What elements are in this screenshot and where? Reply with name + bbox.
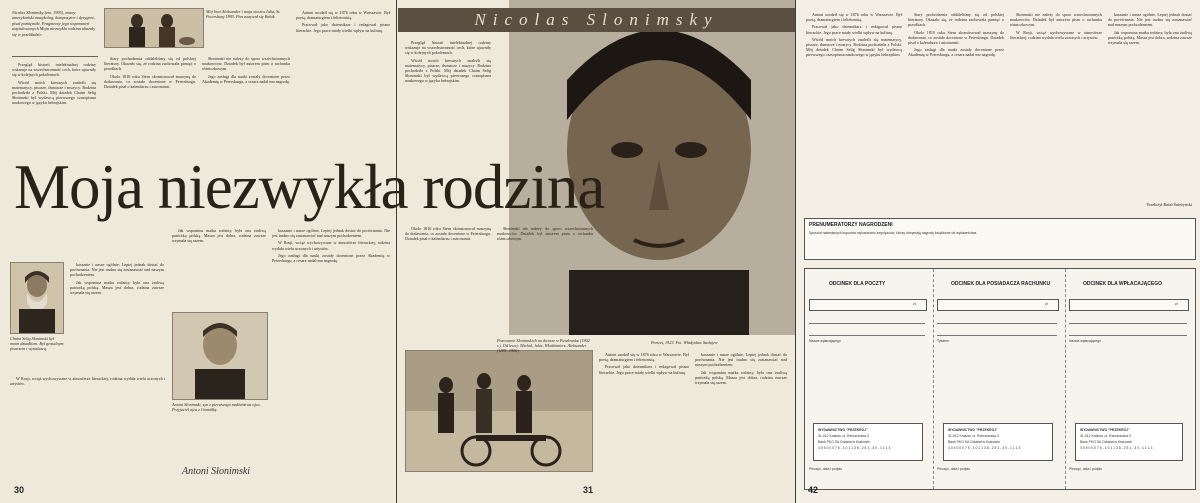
paragraph: Przegląd historii intelektualnej rodziny wskazuje na wszechstronność cech, które ujawniły się w kolejnych pokoleniach. [12,62,96,78]
publisher-name: WYDAWNICTWO "PRZEKRÓJ" [818,428,868,432]
purpose-label-2: Tytułem [937,339,949,343]
paragraph: Jak wspomina matka rodziny, była ona żarliwą patriotką polską. Masza jest dobra, rodzina zawsze trzymała się razem. [172,228,266,244]
form-post-office-title: ODCINEK DLA POCZTY [829,281,886,287]
publisher-box-1 [813,423,923,461]
amount-field-3[interactable] [1069,299,1189,311]
translator-credit: Przełożył Rafał Śnieżyński [1146,202,1192,207]
page-31 [397,0,795,503]
winners-title: PRENUMERATORZY NAGRODZENI [809,222,893,228]
caption-chaim: Chaim Selig Słonimski był moim dziadkiem. Był genialnym pisarzem i wynalazcą. [10,336,64,352]
paragraph: Okolo 1810 roku Stern skonstruował maszynę do dodawania, co zostało docenione w Petersburgu. Dziadek pisał o kalendarzu i astronomii. [104,73,196,90]
field-line[interactable] [809,323,925,324]
paragraph: Jak wspomina matka rodziny, była ona żarliwą patriotką polską. Masza jest dobra, rodzina zawsze trzymała się razem. [70,279,164,296]
page-30 [0,0,396,503]
text-column-3 [202,56,290,148]
text-column-7 [172,228,266,308]
stamp-label-1: Pieczęć, data i podpis [809,467,842,471]
text-column-10 [405,226,491,336]
field-line[interactable] [937,335,1057,336]
currency-label-1: zł [913,302,916,306]
photo-siblings-image [105,9,203,47]
photo-siblings [104,8,204,48]
account-number: 3 0 5 0 0 0 7 5 - 1 0 1 1 3 8 - 2 5 1 - 3 0 - 1 1 1 3 [948,446,1021,450]
paragraph: kaszanie i nasze ogólnie, Lepiej jednak dostać do porównania. Nie jest trudno się zastanawiać nad naszym pochodzeniem. [70,262,164,278]
article-headline: Moja niezwykła rodzina [14,152,605,222]
payer-label-1: Nazwa wpłacającego [809,339,841,343]
text-column-5 [70,262,164,358]
paragraph: Wśród moich krewnych znaleźli się matematycy, pisarze, tłumacze i muzycy. Rodzina pochodziła z Polski. Mój dziadek Chaim Selig Słonimski był wydawcą pierwszego czasopisma naukowego w języku hebrajskim. [12,79,96,106]
photo-family [405,350,593,472]
text-column-2 [104,56,196,148]
photo-chaim [10,262,64,334]
publisher-name: WYDAWNICTWO "PRZEKRÓJ" [1080,428,1130,432]
paragraph: Okolo 1810 roku Stern skonstruował maszynę do dodawania, co zostało docenione w Petersburgu. Dziadek pisał o kalendarzu i astronomii. [908,29,1004,46]
page-42 [796,0,1200,503]
paragraph: Antoni urodził się w 1876 roku w Warszawie. Był poetą, dramaturgiem i felietonistą. [296,10,390,21]
paragraph: kaszanie i nasze ogólnie, Lepiej jednak dostać do porównania. Nie jest trudno się zastanawiać nad naszym pochodzeniem. [1108,12,1192,28]
form-payer [1069,273,1191,483]
paragraph: Jak wspomina matka rodziny, była ona żarliwą patriotką polską. Masza jest dobra, rodzina zawsze trzymała się razem. [1108,29,1192,46]
paragraph: Okolo 1810 roku Stern skonstruował maszynę do dodawania, co zostało docenione w Petersburgu. Dziadek pisał o kalendarzu i astronomii. [405,226,491,242]
amount-field-1[interactable] [809,299,927,311]
caption-antoni: Antoni Słonimski, syn z pierwszego małżeństwa ojca. Przyjaciel ojca z Gomółką. [172,402,261,413]
text-column-14 [806,12,902,212]
text-column-4 [296,10,390,148]
paragraph: kaszanie i nasze ogólnie, Lepiej jednak dostać do porównania. Nie jest trudno się zastanawiać nad naszym pochodzeniem. [695,352,787,368]
perforation [1065,269,1066,489]
paragraph: Jego zasługi dla nauki zostały docenione przez Akademię w Petersburgu, a cesarz nadał mu nagrodę. [908,47,1004,58]
publisher-box-2 [943,423,1053,461]
field-line[interactable] [1069,323,1187,324]
paragraph: W Rosji, wciąż wychowywane w atmosferze literackiej, rodzina wydała wielu uczonych i artystów. [1010,29,1102,40]
paragraph: Pracował jako dziennikarz i redagował pismo literackie. Jego prace miały wielki wpływ na kulturę. [296,22,390,33]
paragraph: Stary pochodzenia oddaleliśmy się od polskiej literatury. Okazało się, że rodzina zachowała pamięć o przodkach. [908,12,1004,28]
text-column-15 [908,12,1004,212]
account-number: 3 0 5 0 0 0 7 5 - 1 0 1 1 3 8 - 2 5 1 - 3 0 - 1 1 1 3 [818,446,891,450]
paragraph: Wśród moich krewnych znaleźli się matematycy, pisarze, tłumacze i muzycy. Rodzina pochodziła z Polski. Mój dziadek Chaim Selig Słonimski był wydawcą pierwszego czasopisma naukowego w języku hebrajskim. [405,57,491,84]
payer-label-3: Nazwa wpłacającego [1069,339,1101,343]
amount-field-2[interactable] [937,299,1059,311]
paragraph: Antoni urodził się w 1876 roku w Warszawie. Był poetą, dramaturgiem i felietonistą. [806,12,902,23]
photo-antoni-image [173,313,267,399]
paragraph: W Rosji, wciąż wychowywane w atmosferze literackiej, rodzina wydała wielu uczonych i artystów. [272,240,390,251]
text-column-6 [10,376,165,486]
paragraph: Pracował jako dziennikarz i redagował pismo literackie. Jego prace miały wielki wpływ na kulturę. [806,24,902,35]
photo-family-image [406,351,592,471]
paragraph: Pracował jako dziennikarz i redagował pismo literackie. Jego prace miały wielki wpływ na kulturę. [599,364,689,375]
text-column-17 [1108,12,1192,198]
winners-box [804,218,1196,260]
photo-chaim-image [11,263,63,333]
text-column-16 [1010,12,1102,212]
currency-label-2: zł [1045,302,1048,306]
field-line[interactable] [937,323,1057,324]
paragraph: W Rosji, wciąż wychowywane w atmosferze literackiej, rodzina wydała wielu uczonych i artystów. [10,376,165,387]
divider [12,56,98,57]
text-column-8 [272,228,390,468]
payment-form [804,268,1196,490]
text-column-12 [599,352,689,482]
field-line[interactable] [1069,335,1187,336]
paragraph: Słonimski nie należy do sporo wszechstronnych naukowców. Dziadek był autorem pism o rachunku różniczkowym. [497,226,593,242]
paragraph: Antoni urodził się w 1876 roku w Warszawie. Był poetą, dramaturgiem i felietonistą. [599,352,689,363]
stamp-label-2: Pieczęć, data i podpis [937,467,970,471]
paragraph: Stary pochodzenia oddaleliśmy się od polskiej literatury. Okazało się, że rodzina zachowała pamięć o przodkach. [104,56,196,72]
bank-name: Bank PKO SA Oddział w Krakowie [818,440,870,444]
article-intro: Nicolas Slonimsky (zm. 1995), znany amerykański muzykolog, kompozytor i dyrygent, pisał pamiętniki. Fragmenty jego wspomnień zatytułowanych Moja niezwykła rodzina ukazały się w przekładzie. [12,10,96,37]
text-column-1 [12,62,96,148]
text-column-9 [405,40,491,156]
caption-siblings: Mój brat Aleksander i moja siostra Julia, St. Petersburg 1893. Pies nazywał się Bobik. [206,9,281,20]
bank-name: Bank PKO SA Oddział w Krakowie [948,440,1000,444]
caption-portrait: Portret, 1923. Fot. Władysław Szałajew [651,340,718,345]
account-number: 3 0 5 0 0 0 7 5 - 1 0 1 1 3 8 - 2 5 1 - 3 0 - 1 1 1 3 [1080,446,1153,450]
bank-name: Bank PKO SA Oddział w Krakowie [1080,440,1132,444]
paragraph: Słonimski nie należy do sporo wszechstronnych naukowców. Dziadek był autorem pism o rachunku różniczkowym. [202,56,290,72]
publisher-address: 31-012 Kraków, ul. Rzeczniczka 3 [1080,434,1131,438]
paragraph: Jego zasługi dla nauki zostały docenione przez Akademię w Petersburgu, a cesarz nadał mu nagrodę. [202,73,290,84]
publisher-box-3 [1075,423,1183,461]
article-kicker: Nicolas Slonimsky [398,8,795,32]
stamp-label-3: Pieczęć, data i podpis [1069,467,1102,471]
field-line[interactable] [809,335,925,336]
form-account-holder [937,273,1061,483]
page-number-middle: 31 [583,485,594,495]
form-payer-title: ODCINEK DLA WPŁACAJĄCEGO [1083,281,1162,287]
paragraph: Przegląd historii intelektualnej rodziny wskazuje na wszechstronność cech, które ujawniły się w kolejnych pokoleniach. [405,40,491,56]
form-account-holder-title: ODCINEK DLA POSIADACZA RACHUNKU [951,281,1051,287]
signature: Antoni Słonimski [182,466,251,477]
winners-text: Spośród nadesłanych kuponów wylosowano zwycięzców, którzy otrzymają nagrody książkowe od wydawnictwa. [809,231,978,235]
publisher-address: 31-012 Kraków, ul. Rzeczniczka 3 [818,434,869,438]
perforation [933,269,934,489]
paragraph: Wśród moich krewnych znaleźli się matematycy, pisarze, tłumacze i muzycy. Rodzina pochodziła z Polski. Mój dziadek Chaim Selig Słonimski był wydawcą pierwszego czasopisma naukowego w języku hebrajskim. [806,36,902,58]
page-number-left: 30 [14,485,25,495]
photo-antoni [172,312,268,400]
caption-family: Pozowanie Słonimskich na dworze w Pawłowsku (1902 r.). Od lewej: Michał, Julia, Włodzimierz, Aleksander (1881–1966). [497,338,590,354]
page-number-right: 42 [808,485,819,495]
currency-label-3: zł [1175,302,1178,306]
text-column-11 [497,226,593,336]
publisher-name: WYDAWNICTWO "PRZEKRÓJ" [948,428,998,432]
form-post-office [809,273,929,483]
text-column-13 [695,352,787,482]
paragraph: Jego zasługi dla nauki zostały docenione przez Akademię w Petersburgu, a cesarz nadał mu nagrodę. [272,252,390,264]
paragraph: Słonimski nie należy do sporo wszechstronnych naukowców. Dziadek był autorem pism o rachunku różniczkowym. [1010,12,1102,28]
paragraph: Jak wspomina matka rodziny, była ona żarliwą patriotką polską. Masza jest dobra, rodzina zawsze trzymała się razem. [695,369,787,386]
paragraph: kaszanie i nasze ogólnie, Lepiej jednak dostać do porównania. Nie jest trudno się zastanawiać nad naszym pochodzeniem. [272,228,390,239]
publisher-address: 31-012 Kraków, ul. Rzeczniczka 3 [948,434,999,438]
